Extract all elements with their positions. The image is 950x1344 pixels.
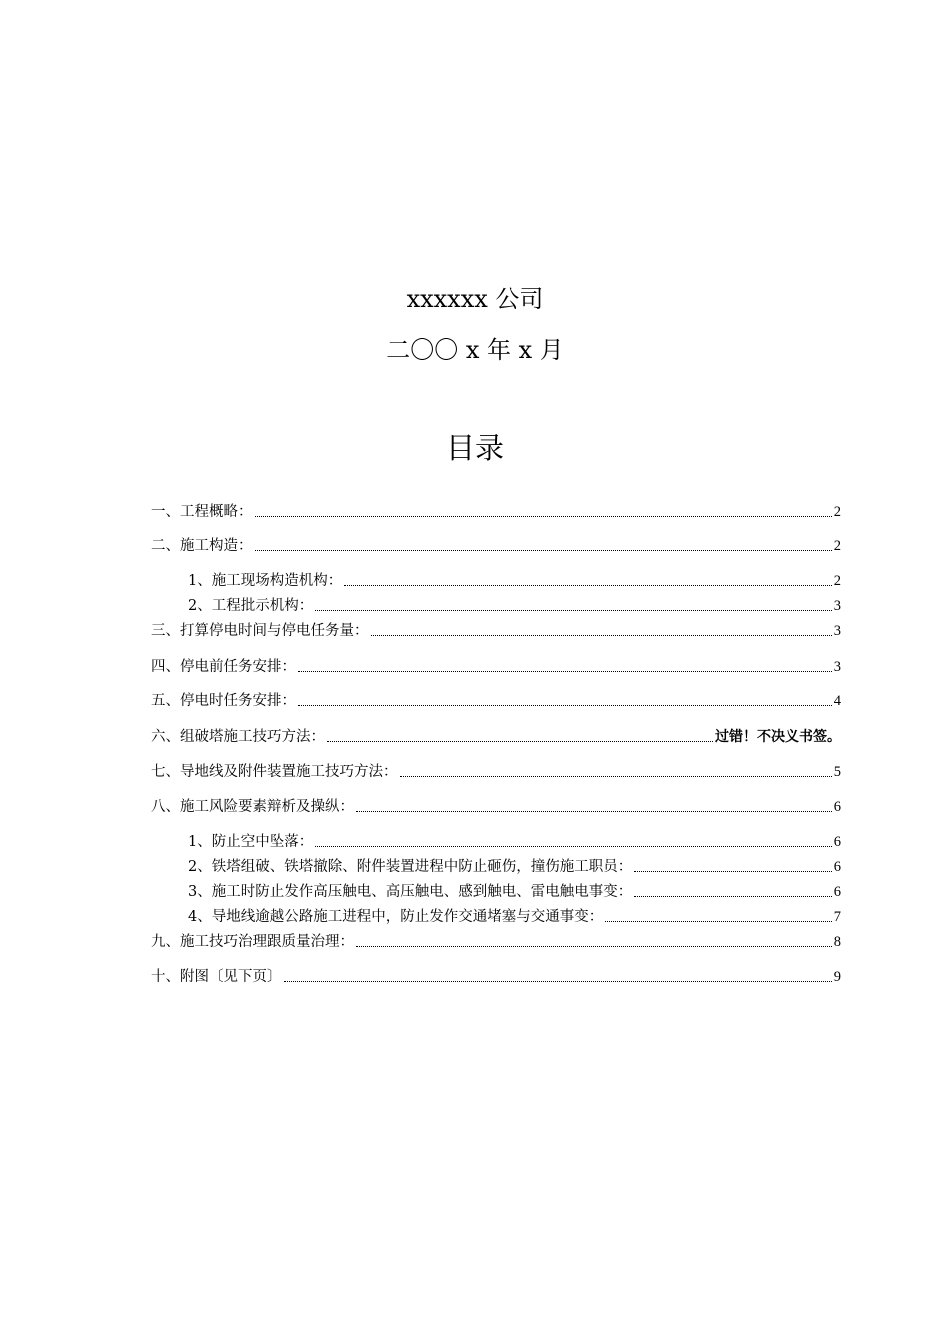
toc-entry-text: 2、工程批示机构： — [188, 598, 314, 614]
toc-entry[interactable] — [188, 881, 841, 903]
toc-leader-dots — [344, 585, 832, 586]
toc-leader-dots — [634, 871, 832, 872]
toc-entry-text: 十、附图〔见下页〕 — [151, 969, 282, 985]
toc-entry-page: 9 — [833, 969, 841, 985]
toc-entry-page: 4 — [833, 693, 841, 709]
toc-title: 目录 — [445, 431, 504, 465]
toc-entry-page: 2 — [833, 573, 841, 589]
toc-entry-page: 3 — [833, 598, 841, 614]
toc-leader-dots — [327, 741, 713, 742]
toc-entry-text: 七、导地线及附件装置施工技巧方法： — [151, 764, 398, 780]
toc-leader-dots — [371, 635, 832, 636]
toc-leader-dots — [356, 946, 832, 947]
document-date: 二〇〇 x 年 x 月 — [386, 336, 564, 364]
toc-leader-dots — [255, 516, 832, 517]
toc-leader-dots — [356, 811, 832, 812]
toc-entry[interactable] — [151, 501, 841, 523]
toc-entry-text: 八、施工风险要素辩析及操纵： — [151, 799, 354, 815]
toc-entry[interactable] — [151, 931, 841, 953]
toc-entry-page: 3 — [833, 659, 841, 675]
toc-entry[interactable] — [151, 620, 841, 642]
toc-entry-page: 6 — [833, 884, 841, 900]
toc-entry-text: 一、工程概略： — [151, 504, 253, 520]
toc-leader-dots — [634, 896, 832, 897]
toc-leader-dots — [298, 705, 832, 706]
toc-entry[interactable] — [151, 656, 841, 678]
toc-entry[interactable] — [188, 595, 841, 617]
toc-leader-dots — [255, 550, 832, 551]
toc-bookmark-error: 过错！不决义书签。 — [715, 729, 841, 745]
toc-entry-text: 九、施工技巧治理跟质量治理： — [151, 934, 354, 950]
toc-entry[interactable] — [151, 726, 841, 748]
toc-entry-page: 7 — [833, 909, 841, 925]
toc-entry-text: 1、施工现场构造机构： — [188, 573, 343, 589]
company-name: xxxxxx 公司 — [406, 285, 544, 313]
toc-entry[interactable] — [188, 831, 841, 853]
toc-leader-dots — [284, 981, 832, 982]
toc-leader-dots — [315, 846, 832, 847]
toc-entry-page: 5 — [833, 764, 841, 780]
toc-entry[interactable] — [188, 856, 841, 878]
toc-entry-text: 四、停电前任务安排： — [151, 659, 296, 675]
toc-entry[interactable] — [151, 535, 841, 557]
toc-entry-text: 二、施工构造： — [151, 538, 253, 554]
toc-entry-page: 2 — [833, 504, 841, 520]
toc-entry-text: 三、打算停电时间与停电任务量： — [151, 623, 369, 639]
toc-entry-page: 3 — [833, 623, 841, 639]
toc-entry[interactable] — [151, 690, 841, 712]
toc-leader-dots — [605, 921, 832, 922]
toc-entry-text: 3、施工时防止发作高压触电、高压触电、感到触电、雷电触电事变： — [188, 884, 633, 900]
toc-entry-text: 4、导地线逾越公路施工进程中，防止发作交通堵塞与交通事变： — [188, 909, 604, 925]
toc-entry-text: 1、防止空中坠落： — [188, 834, 314, 850]
toc-entry-text: 五、停电时任务安排： — [151, 693, 296, 709]
toc-entry-text: 2、铁塔组破、铁塔撤除、附件装置进程中防止砸伤，撞伤施工职员： — [188, 859, 633, 875]
toc-entry[interactable] — [151, 966, 841, 988]
toc-entry[interactable] — [151, 796, 841, 818]
toc-entry[interactable] — [188, 906, 841, 928]
toc-entry-page: 6 — [833, 799, 841, 815]
toc-leader-dots — [298, 671, 832, 672]
toc-entry-text: 六、组破塔施工技巧方法： — [151, 729, 325, 745]
toc-entry-page: 8 — [833, 934, 841, 950]
toc-entry-page: 2 — [833, 538, 841, 554]
toc-entry[interactable] — [151, 761, 841, 783]
toc-leader-dots — [315, 610, 832, 611]
toc-leader-dots — [400, 776, 832, 777]
table-of-contents — [151, 0, 841, 1344]
toc-entry-page: 6 — [833, 834, 841, 850]
toc-entry[interactable] — [188, 570, 841, 592]
toc-entry-page: 6 — [833, 859, 841, 875]
